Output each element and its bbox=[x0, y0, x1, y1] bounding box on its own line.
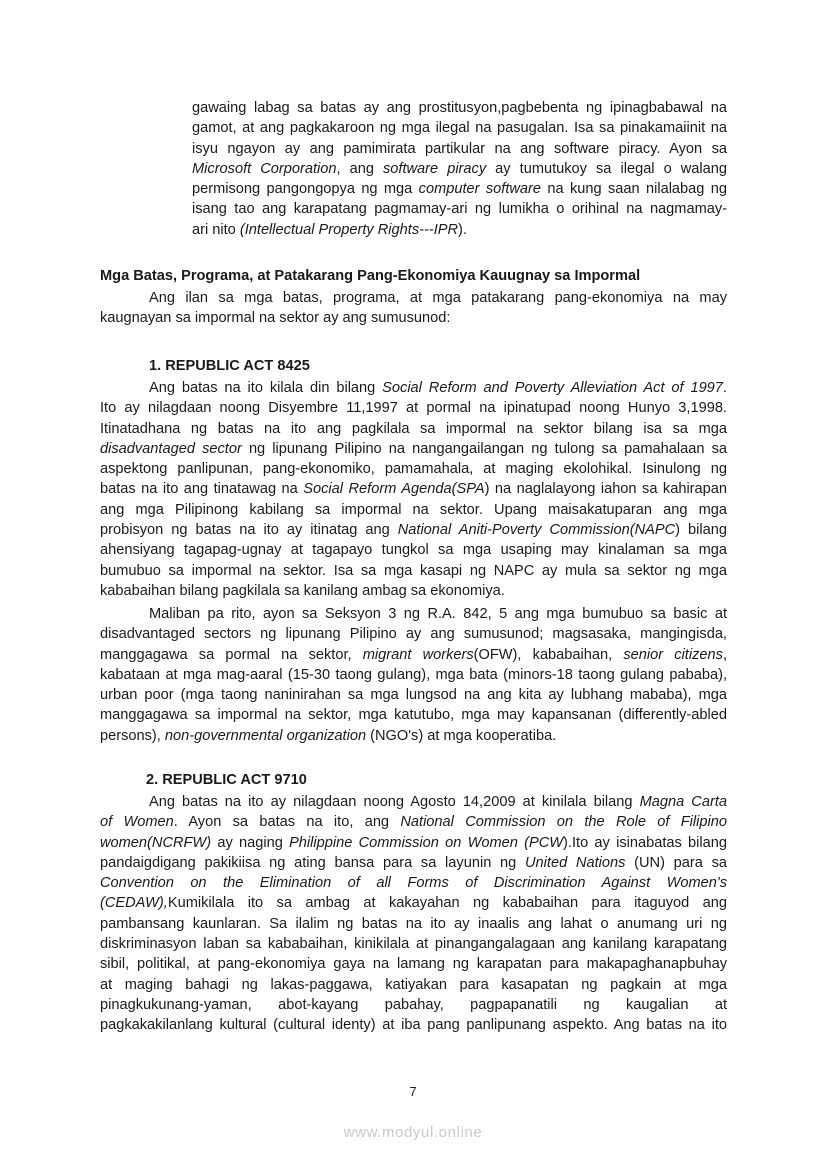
italic-term: Philippine Commission on Women (PCW bbox=[289, 834, 564, 851]
italic-term: National Aniti-Poverty Commission(NAPC bbox=[397, 522, 676, 539]
text-line: kabataan at mga mag-aaral (15-30 taong gulang), mga bata (minors-18 taong gulang pababa), bbox=[100, 666, 727, 683]
watermark: www.modyul.online bbox=[343, 1124, 483, 1141]
text-fragment: ng lipunang Pilipino na nangangailangan ng tulong sa pamahalaan sa bbox=[241, 440, 727, 457]
ra9710-heading: 2. REPUBLIC ACT 9710 bbox=[146, 772, 307, 788]
text-fragment: na kung saan nilalabag ng bbox=[541, 181, 727, 198]
text-line bbox=[100, 479, 727, 499]
italic-term: of Women bbox=[100, 814, 174, 831]
text-line bbox=[100, 873, 727, 893]
italic-term: Magna Carta bbox=[639, 794, 727, 810]
text-fragment: batas na ito ang tinatawag na bbox=[100, 481, 304, 498]
text-fragment: , bbox=[722, 646, 727, 663]
ra8425-paragraph-1 bbox=[100, 378, 727, 601]
italic-term: senior citizens bbox=[623, 646, 723, 663]
text-line: kaugnayan sa impormal na sektor ay ang sumusunod: bbox=[100, 310, 451, 327]
text-line bbox=[100, 893, 727, 913]
text-fragment: ).Ito ay isinabatas bilang bbox=[563, 834, 728, 851]
text-fragment: persons), bbox=[100, 727, 165, 744]
ra8425-heading: 1. REPUBLIC ACT 8425 bbox=[149, 358, 310, 374]
italic-term: Microsoft Corporation bbox=[192, 160, 337, 177]
text-fragment: pandaigdigang pakikiisa ng ating bansa para sa layunin ng bbox=[100, 854, 525, 871]
text-line: ahensiyang tagapag-ugnay at tagapayo tungkol sa mga usaping may kinalaman sa mga bbox=[100, 542, 727, 559]
text-line bbox=[100, 439, 727, 459]
text-fragment: ) bilang bbox=[675, 522, 727, 539]
text-line bbox=[192, 159, 727, 179]
section-intro-paragraph bbox=[100, 288, 727, 329]
text-fragment: permisong pangongopya ng mga bbox=[192, 181, 419, 198]
italic-term: software piracy bbox=[383, 160, 487, 177]
text-fragment: Kumikilala ito sa ambag at kakayahan ng kababaihan para itaguyod ang bbox=[167, 895, 727, 912]
italic-term: Social Reform Agenda(SPA bbox=[303, 481, 485, 498]
italic-term: computer software bbox=[418, 181, 542, 198]
text-line: Itinatadhana ng batas na ito ang pagkilala sa impormal na sektor bilang isa sa mga bbox=[100, 420, 727, 437]
text-line: ang mga Pilipinong kabilang sa impormal na sektor. Upang maisakatuparan ang mga bbox=[100, 501, 727, 518]
text-fragment: ) na naglalayong iahon sa kahirapan bbox=[484, 481, 728, 498]
text-fragment: ari nito bbox=[192, 221, 240, 238]
text-line bbox=[100, 520, 727, 540]
text-fragment: . bbox=[722, 380, 727, 396]
text-line: at maging bahagi ng lakas-paggawa, katiyakan para kasapatan ng pagkain at mga bbox=[100, 976, 727, 993]
italic-term: non-governmental organization bbox=[164, 727, 367, 744]
ra8425-paragraph-2 bbox=[100, 604, 727, 746]
text-line bbox=[100, 812, 727, 832]
text-line: Ang ilan sa mga batas, programa, at mga patakarang pang-ekonomiya na may bbox=[149, 290, 727, 306]
text-line: pagkakakilanlang kultural (cultural identy) at iba pang panlipunang aspekto. Ang batas na ito bbox=[100, 1017, 727, 1034]
italic-term: women(NCRFW) bbox=[100, 834, 212, 851]
text-fragment: ay naging bbox=[211, 834, 290, 851]
text-line: isyu ngayon ay ang pamimirata partikular na ang software piracy. Ayon sa bbox=[192, 140, 727, 157]
text-line: isang tao ang karapatang pagmamay-ari ng lumikha o orihinal na nagmamay- bbox=[192, 201, 727, 218]
text-line bbox=[100, 378, 727, 398]
text-line bbox=[100, 792, 727, 812]
text-line: sibil, politikal, at pang-ekonomiya gaya na lamang ng karapatan para makapaghanapbuhay bbox=[100, 956, 727, 973]
text-fragment: Ang batas na ito kilala din bilang bbox=[149, 380, 383, 396]
italic-term: National Commission on the Role of Filipino bbox=[400, 814, 727, 831]
italic-term: Convention on the Elimination of all Forms of Discrimination Against Women's bbox=[100, 875, 727, 892]
italic-term: disadvantaged sector bbox=[100, 440, 242, 457]
text-fragment: . Ayon sa batas na ito, ang bbox=[173, 814, 401, 831]
text-line: bumubuo sa impormal na sektor. Isa sa mga kasapi ng NAPC ay mula sa sektor ng mga bbox=[100, 562, 727, 579]
text-fragment: (UN) para sa bbox=[625, 854, 727, 871]
italic-term: (CEDAW), bbox=[100, 895, 168, 912]
section-heading: Mga Batas, Programa, at Patakarang Pang-Ekonomiya Kauugnay sa Impormal bbox=[100, 268, 641, 284]
text-line: disadvantaged sectors ng lipunang Pilipino ay ang sumusunod; magsasaka, mangingisda, bbox=[100, 626, 727, 643]
italic-term: (Intellectual Property Rights---IPR bbox=[239, 221, 459, 238]
text-fragment: probisyon ng batas na ito ay itinatag ang bbox=[100, 522, 398, 539]
text-line: pambansang kaunlaran. Sa ilalim ng batas na ito ay inaalis ang lahat o anumang uri ng bbox=[100, 915, 727, 932]
italic-term: migrant workers bbox=[362, 646, 474, 663]
text-line: aspektong panlipunan, pang-ekonomiko, pamamahala, at maging ekolohikal. Isinulong ng bbox=[100, 461, 727, 478]
italic-term: United Nations bbox=[525, 854, 626, 871]
text-line bbox=[192, 220, 727, 240]
text-fragment: , ang bbox=[336, 160, 383, 177]
text-fragment: manggagawa sa pormal na sektor, bbox=[100, 646, 363, 663]
text-line: gawaing labag sa batas ay ang prostitusyon,pagbebenta ng ipinagbabawal na bbox=[192, 100, 727, 116]
text-line: diskriminasyon laban sa kababaihan, kinikilala at pinangangalagaan ang kanilang karapatang bbox=[100, 936, 727, 953]
italic-term: Social Reform and Poverty Alleviation Act of 1997 bbox=[382, 380, 723, 396]
text-line: urban poor (mga taong naninirahan sa mga lungsod na ang kita ay lubhang mababa), mga bbox=[100, 687, 727, 704]
text-line bbox=[100, 853, 727, 873]
text-fragment: ay tumutukoy sa ilegal o walang bbox=[486, 160, 728, 177]
text-line bbox=[100, 833, 727, 853]
text-fragment: ). bbox=[458, 221, 467, 238]
text-line: Maliban pa rito, ayon sa Seksyon 3 ng R.A. 842, 5 ang mga bumubuo sa basic at bbox=[149, 606, 727, 622]
text-fragment: (NGO's) at mga kooperatiba. bbox=[366, 727, 557, 744]
text-line: kababaihan bilang pagkilala sa kanilang ambag sa ekonomiya. bbox=[100, 582, 505, 599]
ra9710-paragraph bbox=[100, 792, 727, 1036]
text-line bbox=[100, 645, 727, 665]
text-line bbox=[100, 726, 727, 746]
text-fragment: (OFW), kababaihan, bbox=[473, 646, 624, 663]
intro-paragraph bbox=[192, 98, 727, 240]
text-line: Ito ay nilagdaan noong Disyembre 11,1997 at pormal na ipinatupad noong Hunyo 3,1998. bbox=[100, 400, 727, 417]
page-number: 7 bbox=[409, 1084, 417, 1099]
text-line: gamot, at ang pagkakaroon ng mga ilegal na pasugalan. Isa sa pinakamaiinit na bbox=[192, 120, 727, 137]
text-line: manggagawa sa impormal na sektor, mga katutubo, mga may kapansanan (differently-abled bbox=[100, 707, 727, 724]
text-line: pinagkukunang-yaman, abot-kayang pabahay, pagpapanatili ng kaugalian at bbox=[100, 996, 727, 1013]
text-fragment: Ang batas na ito ay nilagdaan noong Agosto 14,2009 at kinilala bilang bbox=[149, 794, 640, 810]
text-line bbox=[192, 179, 727, 199]
